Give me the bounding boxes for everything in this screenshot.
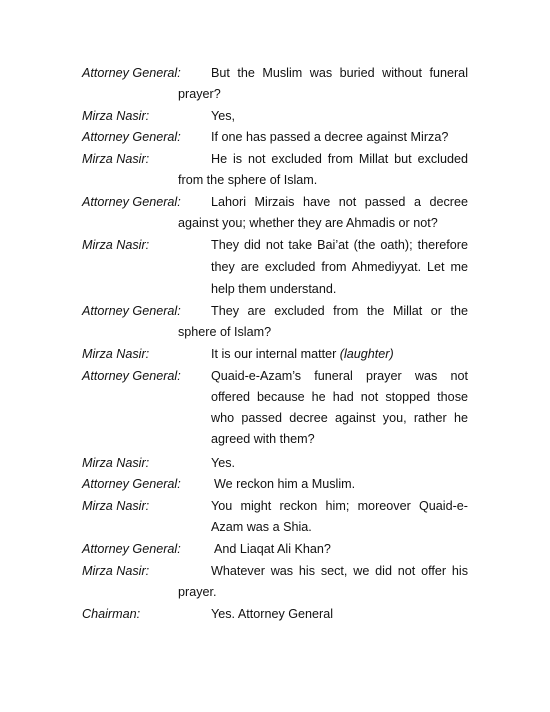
speaker-label: Mirza Nasir: [82,238,150,252]
statement-line: And Liaqat Ali Khan? [214,542,331,556]
laughter-aside: (laughter) [339,347,394,361]
statement-line: they are excluded from Ahmediyyat. Let me [211,260,468,274]
speaker-label: Attorney General: [82,66,181,80]
speaker-label: Attorney General: [82,304,181,318]
speaker-label: Mirza Nasir: [82,109,150,123]
statement-line: Yes, [211,109,236,123]
speaker-label: Attorney General: [82,369,181,383]
statement-line: agreed with them? [211,432,315,446]
statement-line: help them understand. [211,282,337,296]
speaker-label: Mirza Nasir: [82,499,150,513]
statement-line: Azam was a Shia. [211,520,312,534]
statement-line: who passed decree against you, rather he [211,411,468,425]
statement-line: Lahori Mirzais have not passed a decree [211,195,468,209]
statement-line: You might reckon him; moreover Quaid-e- [211,499,468,513]
statement-line: from the sphere of Islam. [178,173,318,187]
statement-line: Quaid-e-Azam’s funeral prayer was not [211,369,468,383]
statement-line: Whatever was his sect, we did not offer his [211,564,468,578]
statement-text: It is our internal matter [211,347,337,361]
statement-line: offered because he had not stopped those [211,390,468,404]
statement-line: Yes. [211,456,236,470]
speaker-label: Attorney General: [82,195,181,209]
speaker-label: Mirza Nasir: [82,347,150,361]
statement-line: He is not excluded from Millat but excluded [211,152,468,166]
statement-line: If one has passed a decree against Mirza? [211,130,449,144]
speaker-label: Mirza Nasir: [82,564,150,578]
speaker-label: Mirza Nasir: [82,152,150,166]
statement-line: against you; whether they are Ahmadis or not? [178,216,438,230]
speaker-label: Attorney General: [82,130,181,144]
statement-line: We reckon him a Muslim. [214,477,356,491]
statement-line: sphere of Islam? [178,325,272,339]
speaker-label: Attorney General: [82,477,181,491]
statement-line: But the Muslim was buried without funeral [211,66,468,80]
statement-line: Yes. Attorney General [211,607,334,621]
statement-line: They are excluded from the Millat or the [211,304,468,318]
speaker-label: Attorney General: [82,542,181,556]
statement-line: prayer? [178,87,221,101]
speaker-label: Mirza Nasir: [82,456,150,470]
statement-line: They did not take Bai’at (the oath); therefore [211,238,468,252]
statement-line [211,347,394,362]
statement-line: prayer. [178,585,217,599]
speaker-label: Chairman: [82,607,141,621]
